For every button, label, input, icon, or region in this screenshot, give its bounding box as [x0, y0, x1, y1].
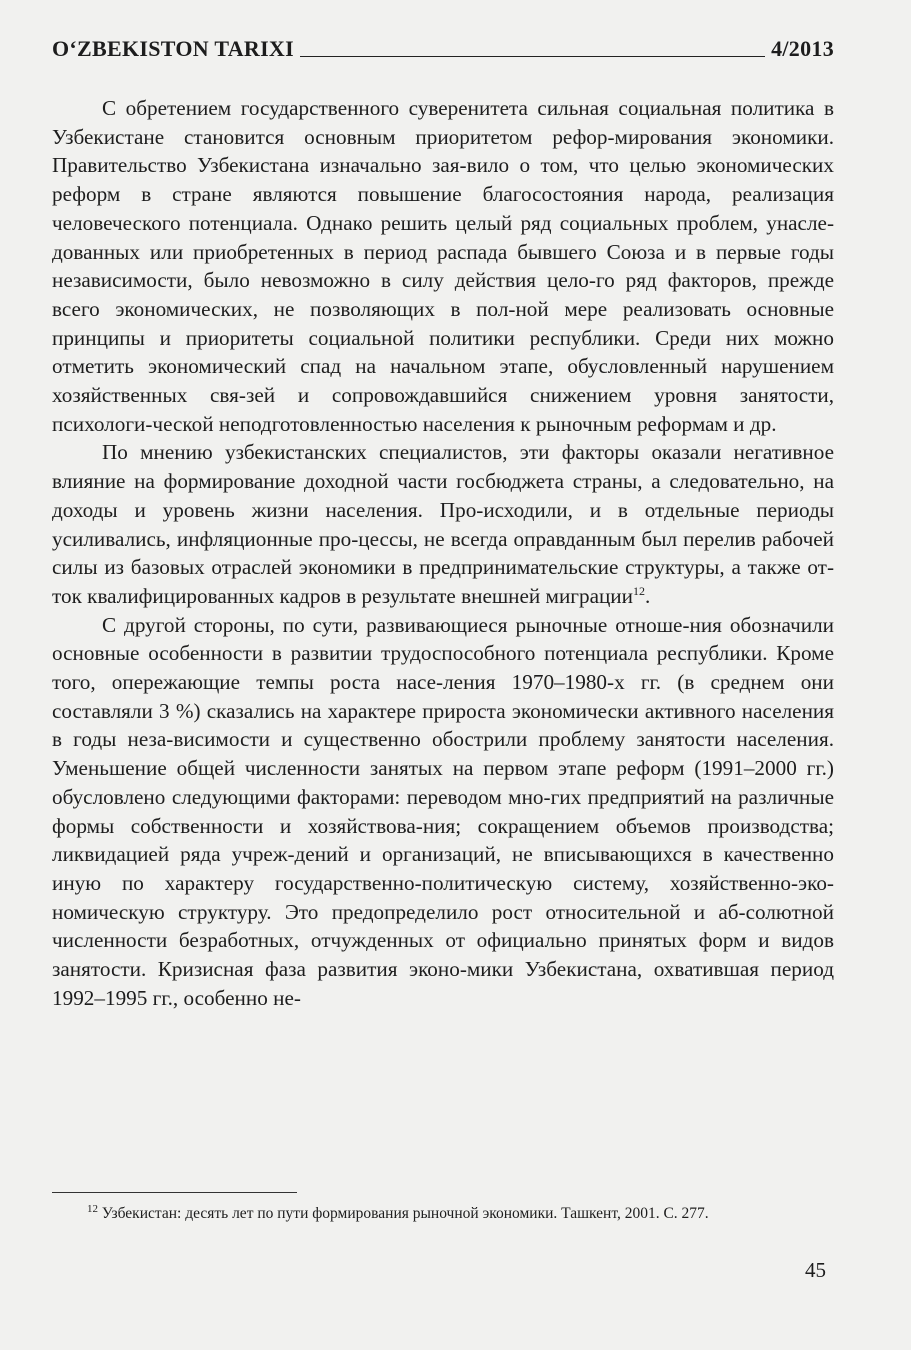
footnote-text: Узбекистан: десять лет по пути формирования рыночной экономики. Ташкент, 2001. С. 277. — [101, 1205, 709, 1222]
footnote-reference: 12 — [633, 583, 645, 598]
paragraph-2 — [52, 438, 834, 610]
footnote-separator — [52, 1192, 297, 1193]
running-header — [52, 36, 834, 62]
footnote-number: 12 — [87, 1202, 98, 1215]
footnote — [52, 1203, 834, 1224]
journal-title: O‘ZBEKISTON TARIXI — [52, 36, 294, 61]
issue-number: 4/2013 — [771, 36, 834, 61]
paragraph-3: С другой стороны, по сути, развивающиеся рыночные отноше-ния обозначили основные особенности в развитии трудоспособного потенциала республики. Кроме того, опережающие темпы роста насе-ления 1970–1980-х гг. (в среднем они составляли 3 %) сказались на характере прироста экономически активного населения в годы неза-висимости и существенно обострили проблему занятости населения. Уменьшение общей численности занятых на первом этапе реформ (1991–2000 гг.) обусловлено следующими факторами: переводом мно-гих предприятий на различные формы собственности и хозяйствова-ния; сокращением объемов производства; ликвидацией ряда учреж-дений и организаций, не вписывающихся в качественно иную по характеру государственно-политическую систему, хозяйственно-эко-номическую структуру. Это предопределило рост относительной и аб-солютной численности безработных, отчужденных от официально принятых форм и видов занятости. Кризисная фаза развития эконо-мики Узбекистана, охватившая период 1992–1995 гг., особенно не- — [52, 612, 834, 1010]
paragraph-2-text: По мнению узбекистанских специалистов, эти факторы оказали негативное влияние на формирование доходной части госбюджета страны, а следовательно, на доходы и уровень жизни населения. Про-исходили, и в отдельные периоды усиливались, инфляционные про-цессы, не всегда оправданным был перелив рабочей силы из базовых отраслей экономики в предпринимательские структуры, а также от-ток квалифицированных кадров в результате внешней миграции — [52, 440, 834, 608]
paragraph-2-end: . — [645, 583, 651, 608]
paragraph-1: С обретением государственного суверенитета сильная социальная политика в Узбекистане становится основным приоритетом рефор-мирования экономики. Правительство Узбекистана изначально зая-вило о том, что целью экономических реформ в стране являются повышение благосостояния народа, реализация человеческого потенциала. Однако решить целый ряд социальных проблем, унасле-дованных или приобретенных в период распада бывшего Союза и в первые годы независимости, было невозможно в силу действия цело-го ряд факторов, прежде всего экономических, не позволяющих в пол-ной мере реализовать основные принципы и приоритеты социальной политики республики. Среди них можно отметить экономический спад на начальном этапе, обусловленный нарушением хозяйственных свя-зей и сопровождавшийся снижением уровня занятости, психологи-ческой неподготовленностью населения к рыночным реформам и др. — [52, 96, 834, 436]
article-body — [52, 94, 834, 1013]
header-rule — [300, 56, 765, 57]
page-number: 45 — [805, 1258, 826, 1282]
